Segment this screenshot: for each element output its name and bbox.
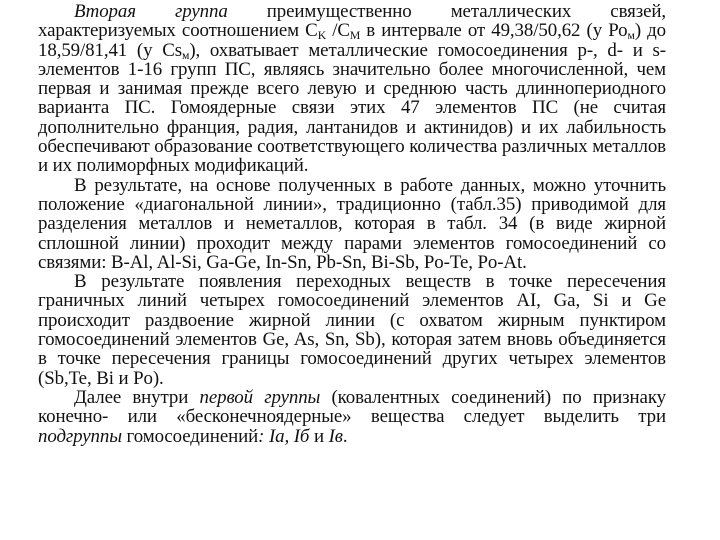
term-subgroup-ia-ib: : Ia, Iб — [258, 425, 310, 447]
term-second-group: Вторая группа — [74, 1, 228, 22]
text: преимущественно металлических связей, характеризуемых соотношением С — [38, 1, 667, 42]
subscript: M — [349, 29, 361, 43]
text: . — [342, 425, 348, 447]
text: Далее внутри — [74, 386, 200, 408]
text: гомосоединений — [121, 425, 259, 447]
paragraph-second-group — [38, 2, 666, 176]
text: в интервале от 49,38/50,62 (у Ро — [360, 20, 628, 42]
paragraph-first-group — [38, 388, 666, 446]
text: (ковалентных соединений) по признаку конечно- или «бесконечноядерные» вещества следует выделить три — [38, 386, 666, 428]
text: и — [309, 425, 329, 447]
term-subgroups: подгруппы — [38, 425, 122, 447]
paragraph-transition: В результате появления переходных веществ в точке пересечения граничных линий четырех гомосоединений элементов AI, Ga, Si и Ge происходит раздвоение жирной линии (с охватом жирным пунктиром гомосоединений элементов Ge, As, Sn, Sb), которая затем вновь объединяется в точке пересечения границы гомосоединений других четырех элементов (Sb,Te, Bi и Po). — [38, 271, 666, 389]
text: ) до 18,59/81,41 (у Cs — [38, 20, 667, 61]
subscript: K — [317, 29, 327, 43]
term-subgroup-iv: Iв — [328, 425, 343, 447]
term-first-group: первой группы — [199, 386, 321, 408]
subscript: м — [182, 48, 190, 62]
subscript: м — [627, 29, 635, 43]
paragraph-diagonal-line: В результате, на основе полученных в работе данных, можно уточнить положение «диагональной линии», традиционно (табл.35) приводимой для разделения металлов и неметаллов, которая в табл. 34 (в виде жирной сплошной линии) проходит между парами элементов гомосоединений со связями: B-Al, Al-Si, Ga-Ge, In-Sn, Pb-Sn, Bi-Sb, Po-Te, Po-At. — [38, 174, 666, 273]
text: ), охватывает металлические гомосоединения р-, d- и s-элементов 1-16 групп ПС, являясь значительно более многочисленной, чем первая и занимая прежде всего левую и среднюю часть длиннопериодного варианта ПС. Гомоядерные связи этих 47 элементов ПС (не считая дополнительно франция, радия, лантанидов и актинидов) и их лабильность обеспечивают образование соответствующего количества различных металлов и их полиморфных модификаций. — [38, 39, 666, 177]
text: /С — [326, 20, 350, 42]
document-page — [38, 2, 666, 446]
